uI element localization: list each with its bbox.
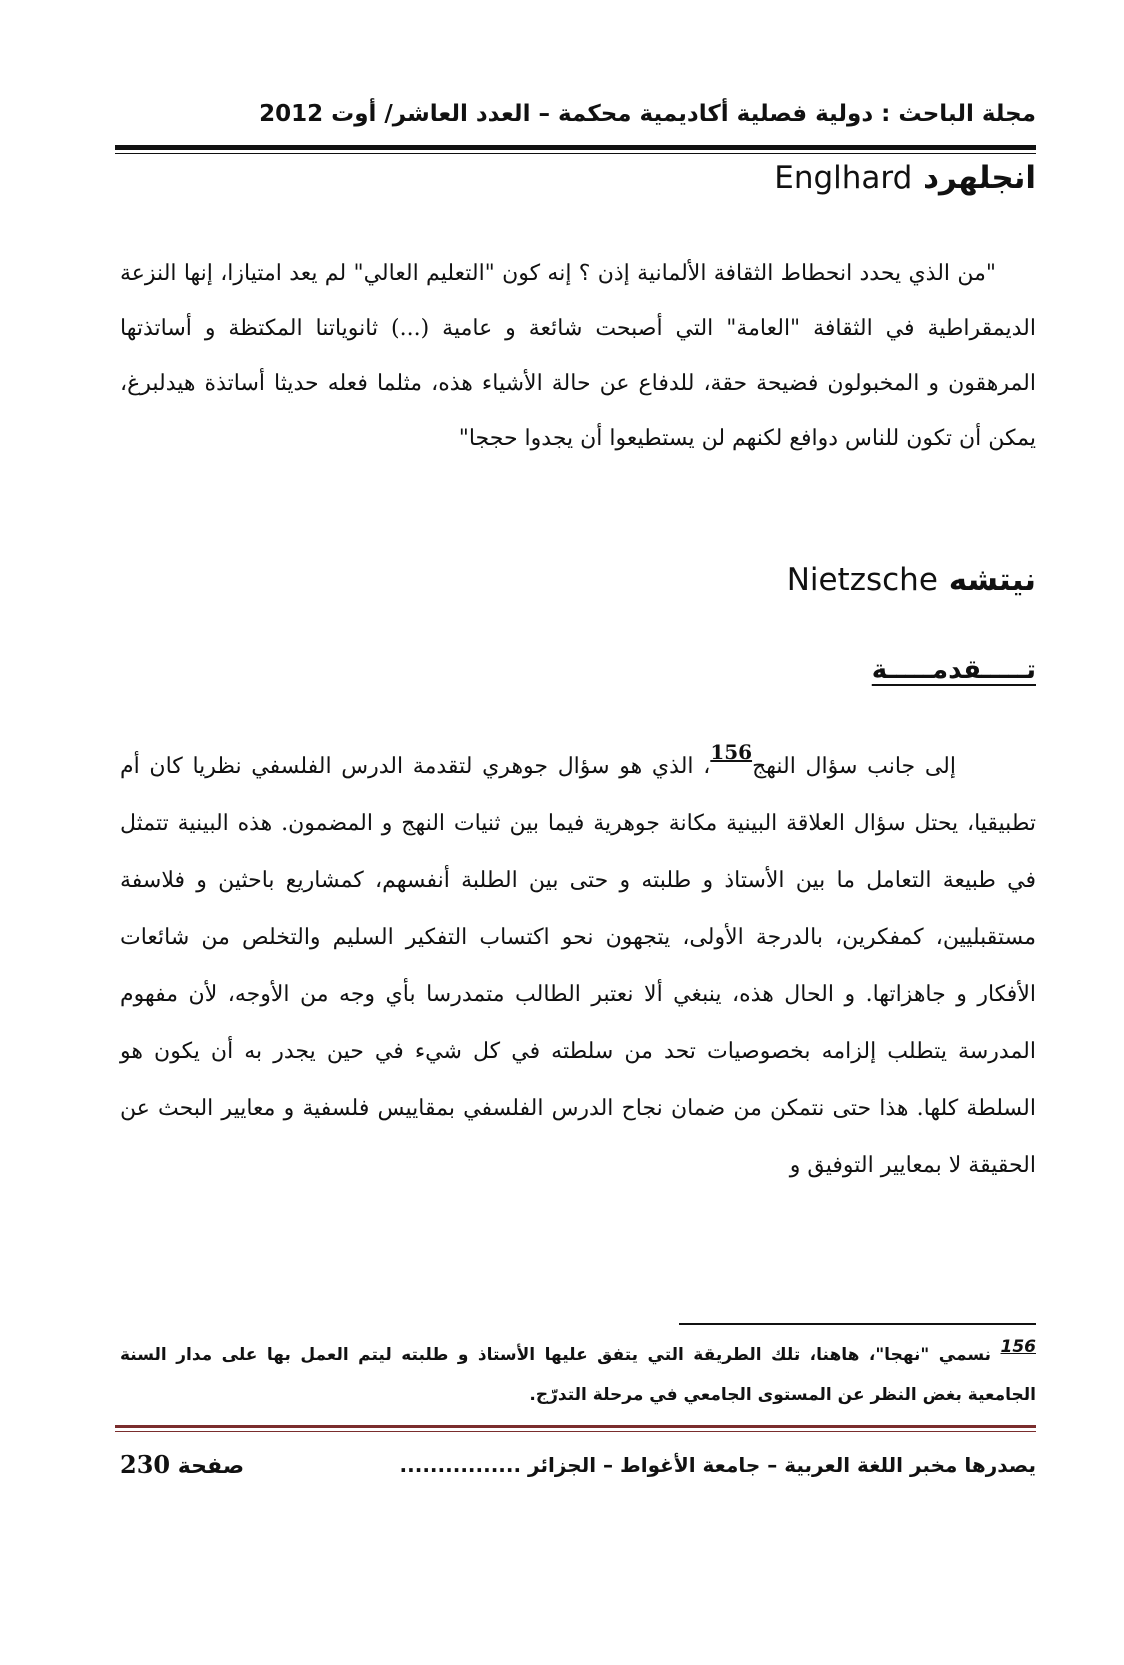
quote-source-latin: Nietzsche <box>786 562 938 598</box>
page-number <box>120 1440 244 1492</box>
quote-author <box>774 158 1036 198</box>
journal-header: مجلة الباحث : دولية فصلية أكاديمية محكمة – العدد العاشر/ أوت 2012 <box>259 101 1036 127</box>
body-text-start: إلى جانب سؤال النهج <box>752 754 956 779</box>
page-label: صفحة <box>177 1454 245 1479</box>
quote-source <box>787 560 1036 600</box>
quote-text: "من الذي يحدد انحطاط الثقافة الألمانية إذن ؟ إنه كون "التعليم العالي" لم يعد امتيازا، إنها النزعة الديمقراطية في الثقافة "العامة" التي أصبحت شائعة و عامية (...) ثانوياتنا المكتظة و أساتذتها المرهقون و المخبولون فضيحة حقة، للدفاع عن حالة الأشياء هذه، مثلما فعله حديثا أساتذة هيدلبرغ، يمكن أن تكون للناس دوافع لكنهم لن يستطيعوا أن يجدوا حججا" <box>120 261 1036 451</box>
section-title: تـــــقدمـــــة <box>871 655 1036 685</box>
footer-publisher: يصدرها مخبر اللغة العربية – جامعة الأغواط – الجزائر ................ <box>399 1453 1036 1477</box>
footnote-number: 156 <box>1000 1337 1036 1357</box>
header-rule-thin <box>115 153 1036 154</box>
quote-source-arabic: نيتشه <box>948 562 1036 598</box>
body-text-rest: ، الذي هو سؤال جوهري لتقدمة الدرس الفلسفي نظريا كان أم تطبيقيا، يحتل سؤال العلاقة البينية مكانة جوهرية فيما بين ثنيات النهج و المضمون. هذه البينية تتمثل في طبيعة التعامل ما بين الأستاذ و طلبته و حتى بين الطلبة أنفسهم، كمشاريع باحثين و فلاسفة مستقبليين، كمفكرين، بالدرجة الأولى، يتجهون نحو اكتساب التفكير السليم والتخلص من شائعات الأفكار و جاهزاتها. و الحال هذه، ينبغي ألا نعتبر الطالب متمدرسا بأي وجه من الأوجه، لأن مفهوم المدرسة يتطلب إلزامه بخصوصيات تحد من سلطته في كل شيء في حين يجدر به أن يكون هو السلطة كلها. هذا حتى نتمكن من ضمان نجاح الدرس الفلسفي بمقاييس فلسفية و معايير البحث عن الحقيقة لا بمعايير التوفيق و <box>120 754 1036 1178</box>
footnote <box>120 1335 1036 1415</box>
footer-rule-thin <box>115 1431 1036 1432</box>
page-footer <box>120 1440 1036 1490</box>
header-rule <box>115 145 1036 150</box>
footnote-rule <box>679 1323 1036 1325</box>
footer-rule <box>115 1425 1036 1428</box>
quote-author-arabic: انجلهرد <box>923 160 1036 196</box>
quote-block <box>120 246 1036 466</box>
body-text <box>120 738 1036 1194</box>
page-number-value: 230 <box>120 1450 171 1479</box>
footnote-reference[interactable]: 156 <box>710 740 753 764</box>
body-paragraph <box>120 738 1036 1194</box>
quote-author-latin: Englhard <box>774 160 913 196</box>
footnote-text: نسمي "نهجا"، هاهنا، تلك الطريقة التي يتفق عليها الأستاذ و طلبته ليتم العمل بها على مدار السنة الجامعية بغض النظر عن المستوى الجامعي في مرحلة التدرّج. <box>120 1345 1036 1405</box>
